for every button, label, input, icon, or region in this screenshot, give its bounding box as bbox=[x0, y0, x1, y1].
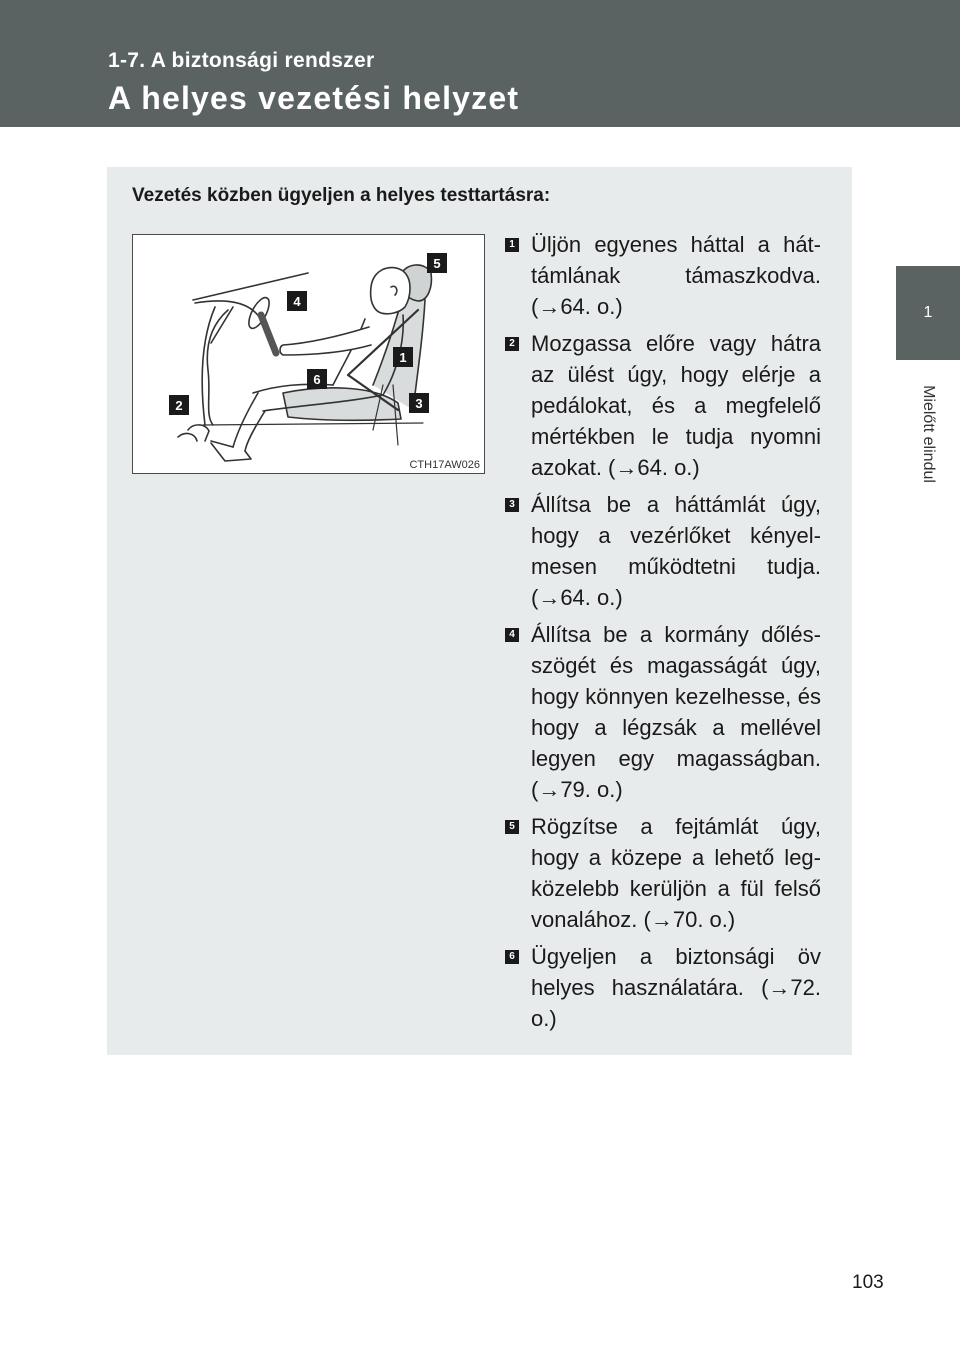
chapter-tab bbox=[896, 266, 960, 360]
callout-4: 4 bbox=[293, 294, 301, 309]
item-number-badge: 1 bbox=[505, 238, 519, 252]
callout-1: 1 bbox=[399, 350, 407, 365]
item-number-badge: 3 bbox=[505, 498, 519, 512]
item-text: Mozgassa előre vagy hátra az ülést úgy, hogy elérje a pedálokat, és a megfelelő mértékben le tudja nyomni azokat. (→64. o.) bbox=[531, 331, 821, 480]
list-item bbox=[505, 229, 821, 322]
item-text: Ügyeljen a biztonsági öv helyes használatára. (→72. o.) bbox=[531, 944, 821, 1031]
item-number-badge: 6 bbox=[505, 950, 519, 964]
item-text: Üljön egyenes háttal a háttámlának támaszkodva. (→64. o.) bbox=[531, 232, 821, 319]
driver-figure bbox=[133, 235, 484, 473]
item-number-badge: 5 bbox=[505, 820, 519, 834]
list-item bbox=[505, 328, 821, 483]
list-item bbox=[505, 619, 821, 805]
page-header bbox=[0, 0, 960, 127]
callout-6: 6 bbox=[313, 372, 321, 387]
intro-text: Vezetés közben ügyeljen a helyes testtartásra: bbox=[132, 185, 551, 206]
page-number: 103 bbox=[852, 1272, 884, 1293]
list-item bbox=[505, 489, 821, 613]
item-number-badge: 2 bbox=[505, 337, 519, 351]
figure-code: CTH17AW026 bbox=[409, 459, 480, 471]
chapter-number: 1 bbox=[923, 304, 933, 321]
instruction-list bbox=[505, 229, 821, 1040]
chapter-label: Mielőtt elindul bbox=[920, 385, 937, 483]
item-text: Állítsa be a kormány dőlésszögét és magasságát úgy, hogy könnyen kezelhesse, és hogy a légzsák a mellével legyen egy magasságban. (→79. o.) bbox=[531, 622, 821, 802]
callout-2: 2 bbox=[175, 398, 183, 413]
list-item bbox=[505, 811, 821, 935]
driving-position-illustration bbox=[132, 234, 485, 474]
page-title: A helyes vezetési helyzet bbox=[108, 80, 520, 116]
section-title: 1-7. A biztonsági rendszer bbox=[108, 49, 375, 72]
callout-5: 5 bbox=[433, 256, 441, 271]
callout-3: 3 bbox=[415, 396, 423, 411]
item-text: Rögzítse a fejtámlát úgy, hogy a közepe a lehető legközelebb kerüljön a fül felső vonalához. (→70. o.) bbox=[531, 814, 821, 932]
item-text: Állítsa be a háttámlát úgy, hogy a vezérlőket kényelmesen működtetni tudja. (→64. o.) bbox=[531, 492, 821, 610]
item-number-badge: 4 bbox=[505, 628, 519, 642]
list-item bbox=[505, 941, 821, 1034]
